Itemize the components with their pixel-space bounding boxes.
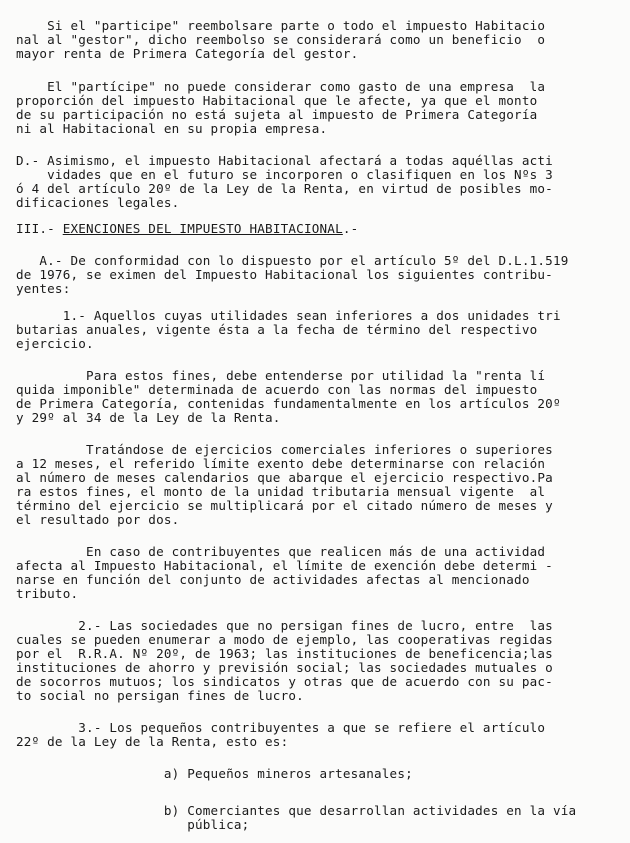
text-line: por el R.R.A. Nº 20º, de 1963; las instituciones de beneficencia;las [16, 646, 553, 661]
text-line: el resultado por dos. [16, 512, 180, 527]
text-line: tributo. [16, 586, 79, 601]
text-line: 3.- Los pequeños contribuyentes a que se refiere el artículo [16, 720, 546, 735]
text-line: a) Pequeños mineros artesanales; [16, 766, 413, 781]
text-line: vidades que en el futuro se incorporen o clasifiquen en los Nºs 3 [16, 167, 553, 182]
text-line: butarias anuales, vigente ésta a la fecha de término del respectivo [16, 322, 538, 337]
text-line: instituciones de ahorro y previsión social; las sociedades mutuales o [16, 660, 553, 675]
text-line: de socorros mutuos; los sindicatos y otras que de acuerdo con su pac- [16, 674, 553, 689]
text-line: Si el "participe" reembolsare parte o todo el impuesto Habitacio [16, 18, 546, 33]
text-line: de Primera Categoría, contenidas fundamentalmente en los artículos 20º [16, 396, 561, 411]
text-line: A.- De conformidad con lo dispuesto por el artículo 5º del D.L.1.519 [16, 253, 569, 268]
text-line: ni al Habitacional en su propia empresa. [16, 121, 328, 136]
heading-title: EXENCIONES DEL IMPUESTO HABITACIONAL [62, 221, 343, 236]
text-line: to social no persigan fines de lucro. [16, 688, 304, 703]
text-line: y 29º al 34 de la Ley de la Renta. [16, 410, 281, 425]
heading-number: III.- [16, 221, 63, 236]
text-line: de 1976, se eximen del Impuesto Habitacional los siguientes contribu- [16, 267, 553, 282]
text-line: b) Comerciantes que desarrollan actividades en la vía [16, 803, 577, 818]
text-line: 22º de la Ley de la Renta, esto es: [16, 734, 289, 749]
text-line: D.- Asimismo, el impuesto Habitacional afectará a todas aquéllas acti [16, 153, 553, 168]
text-line: término del ejercicio se multiplicará por el citado número de meses y [16, 498, 553, 513]
text-line: quida imponible" determinada de acuerdo con las normas del impuesto [16, 382, 538, 397]
text-line: yentes: [16, 281, 71, 296]
text-line: cuales se pueden enumerar a modo de ejemplo, las cooperativas regidas [16, 632, 553, 647]
text-line: ra estos fines, el monto de la unidad tributaria mensual vigente al [16, 484, 546, 499]
text-line: nal al "gestor", dicho reembolso se considerará como un beneficio o [16, 32, 546, 47]
text-line: al número de meses calendarios que abarque el ejercicio respectivo.Pa [16, 470, 553, 485]
text-line: 1.- Aquellos cuyas utilidades sean inferiores a dos unidades tri [16, 308, 561, 323]
text-line: ejercicio. [16, 336, 94, 351]
text-line: dificaciones legales. [16, 195, 180, 210]
text-line: a 12 meses, el referido límite exento debe determinarse con relación [16, 456, 546, 471]
text-line: mayor renta de Primera Categoría del gestor. [16, 46, 359, 61]
text-line: 2.- Las sociedades que no persigan fines de lucro, entre las [16, 618, 553, 633]
text-line: narse en función del conjunto de actividades afectas al mencionado [16, 572, 530, 587]
text-line: afecta al Impuesto Habitacional, el límite de exención debe determi - [16, 558, 553, 573]
text-line: Para estos fines, debe entenderse por utilidad la "renta lí [16, 368, 546, 383]
text-line: proporción del impuesto Habitacional que le afecte, ya que el monto [16, 93, 538, 108]
text-line: Tratándose de ejercicios comerciales inferiores o superiores [16, 442, 553, 457]
section-heading-exenciones [16, 222, 358, 236]
text-line: pública; [16, 817, 250, 832]
text-line: En caso de contribuyentes que realicen más de una actividad [16, 544, 546, 559]
text-line: El "partícipe" no puede considerar como gasto de una empresa la [16, 79, 546, 94]
text-line: de su participación no está sujeta al impuesto de Primera Categoría [16, 107, 538, 122]
text-line: ó 4 del artículo 20º de la Ley de la Renta, en virtud de posibles mo- [16, 181, 553, 196]
heading-suffix: .- [342, 221, 359, 236]
